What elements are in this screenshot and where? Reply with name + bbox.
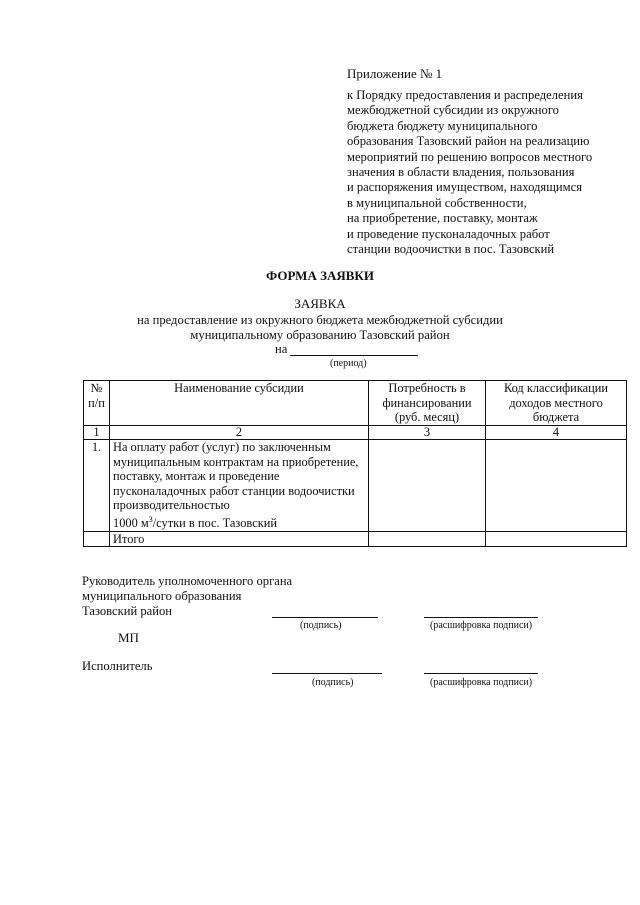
row-need-cell[interactable] <box>369 440 486 532</box>
header-name: Наименование субсидии <box>110 381 369 426</box>
total-num-cell <box>84 531 110 547</box>
executor-signature-line[interactable] <box>272 673 382 674</box>
table-header-row <box>84 381 627 426</box>
table-row <box>84 440 627 532</box>
application-title: ЗАЯВКА <box>294 296 346 311</box>
head-line: муниципального образования <box>82 588 242 603</box>
head-decode-caption: (расшифровка подписи) <box>430 620 533 631</box>
header-code: Код классификации доходов местного бюджета <box>486 381 627 426</box>
row-name <box>110 440 369 532</box>
period-prefix: на <box>275 342 288 356</box>
row-code-cell[interactable] <box>486 440 627 532</box>
head-signature-line[interactable] <box>272 617 378 618</box>
appendix-line: и проведение пусконаладочных работ <box>347 226 550 241</box>
appendix-line: образования Тазовский район на реализацию <box>347 134 590 149</box>
appendix-title: Приложение № 1 <box>347 66 443 81</box>
application-subtitle-line1: на предоставление из окружного бюджета межбюджетной субсидии <box>137 313 503 327</box>
appendix-line: в муниципальной собственности, <box>347 195 527 210</box>
column-number: 1 <box>84 426 110 440</box>
column-number: 4 <box>486 426 627 440</box>
head-line: Руководитель уполномоченного органа <box>82 574 293 588</box>
column-number-row <box>84 426 627 440</box>
subsidy-table <box>83 380 627 547</box>
appendix-text <box>347 88 627 257</box>
form-title: ФОРМА ЗАЯВКИ <box>266 268 374 283</box>
total-code-cell[interactable] <box>486 531 627 547</box>
period-caption: (период) <box>330 358 367 369</box>
appendix-line: бюджета бюджету муниципального <box>347 118 538 133</box>
row-num: 1. <box>84 440 110 532</box>
appendix-line: к Порядку предоставления и распределения <box>347 88 583 102</box>
head-line: Тазовский район <box>82 603 173 618</box>
total-need-cell[interactable] <box>369 531 486 547</box>
application-subtitle-line2: муниципальному образованию Тазовский район <box>190 328 450 342</box>
stamp-place: МП <box>118 630 139 645</box>
executor-decode-caption: (расшифровка подписи) <box>430 677 533 688</box>
period-field[interactable] <box>290 355 418 356</box>
column-number: 2 <box>110 426 369 440</box>
row-name-tail <box>113 516 277 530</box>
row-name-location: /сутки в пос. Тазовский <box>152 516 277 531</box>
head-decode-line[interactable] <box>424 617 538 618</box>
row-name-capacity: 1000 м <box>113 516 149 531</box>
row-name-sup: 3 <box>148 514 153 524</box>
appendix-line: межбюджетной субсидии из окружного <box>347 103 559 118</box>
header-num: № п/п <box>84 381 110 426</box>
appendix-line: и распоряжения имуществом, находящимся <box>347 180 582 195</box>
appendix-line: мероприятий по решению вопросов местного <box>347 149 593 164</box>
executor-decode-line[interactable] <box>424 673 538 674</box>
head-signatory <box>82 574 292 618</box>
total-label: Итого <box>110 531 369 547</box>
header-need: Потребность в финансировании (руб. месяц) <box>369 381 486 426</box>
column-number: 3 <box>369 426 486 440</box>
appendix-line: станции водоочистки в пос. Тазовский <box>347 242 555 257</box>
executor-signature-caption: (подпись) <box>312 677 354 688</box>
executor-label: Исполнитель <box>82 659 153 673</box>
row-name-text: На оплату работ (услуг) по заключенным муниципальным контрактам на приобретение, поставку, монтаж и проведение пусконаладочных работ станции водоочистки производительностью <box>113 440 359 513</box>
total-row <box>84 531 627 547</box>
head-signature-caption: (подпись) <box>300 620 342 631</box>
appendix-line: значения в области владения, пользования <box>347 165 575 180</box>
appendix-line: на приобретение, поставку, монтаж <box>347 211 538 226</box>
